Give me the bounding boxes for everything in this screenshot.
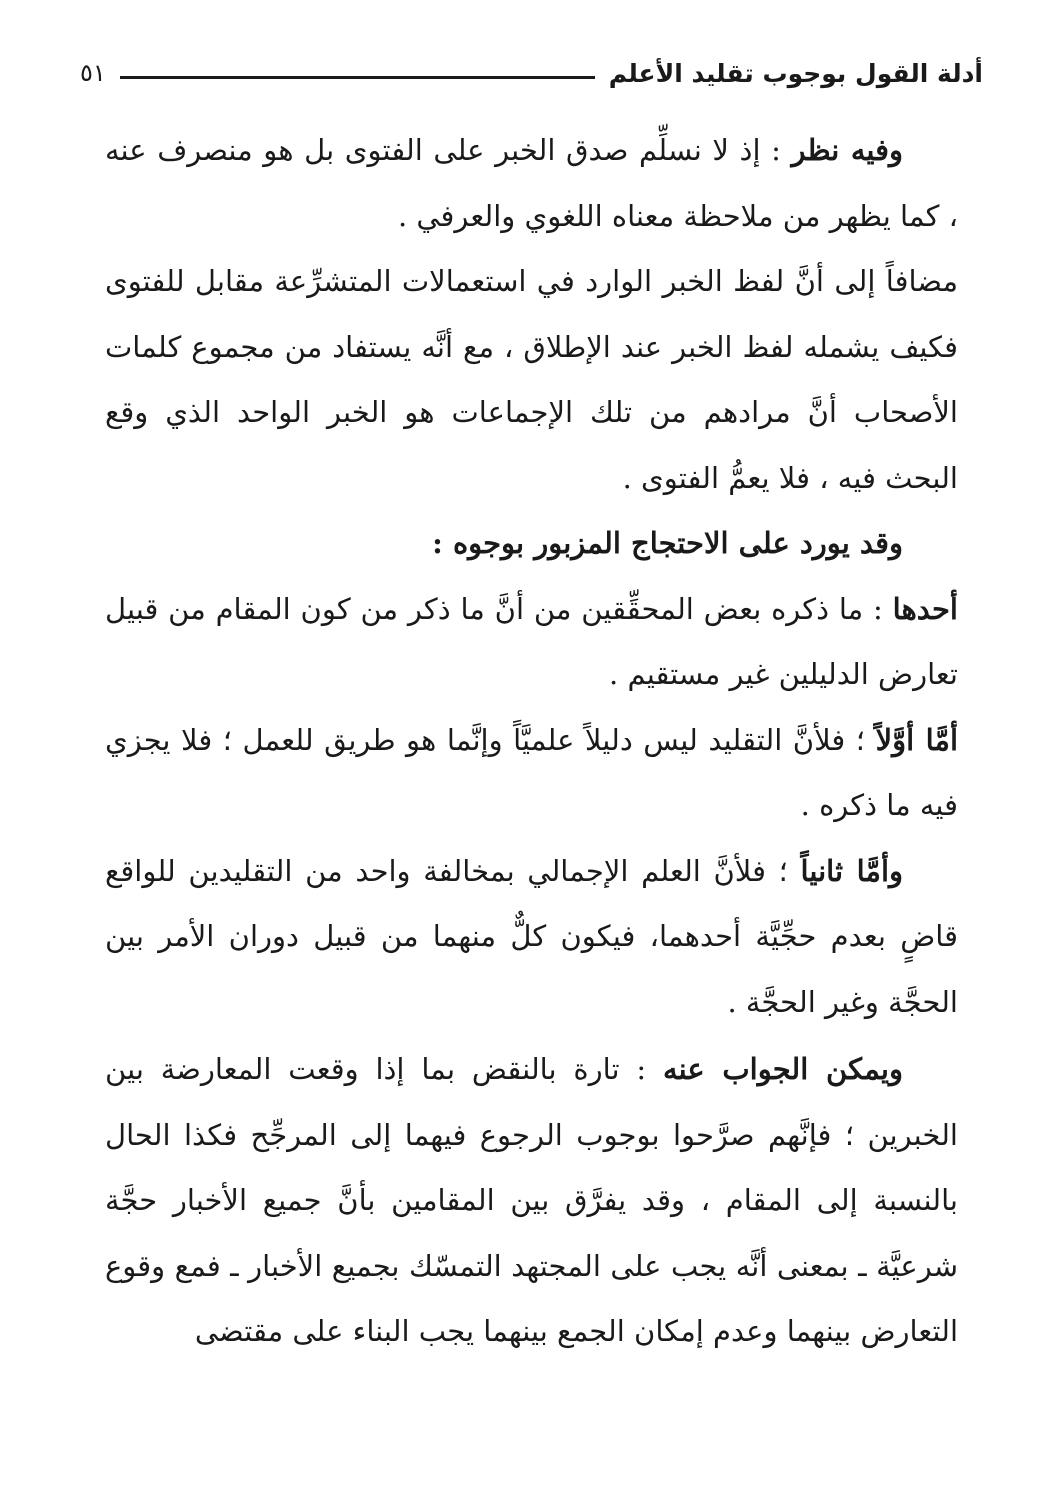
paragraph-6-lead: وأمَّا ثانياً xyxy=(800,853,904,888)
paragraph-4 xyxy=(105,577,958,708)
paragraph-1-lead: وفيه نظر xyxy=(791,133,904,167)
paragraph-2-text: مضافاً إلى أنَّ لفظ الخبر الوارد في استعمالات المتشرِّعة مقابل للفتوى فكيف يشمله لفظ الخبر عند الإطلاق ، مع أنَّه يستفاد من مجموع كلمات الأصحاب أنَّ مرادهم من تلك الإجماعات هو الخبر الواحد الذي وقع البحث فيه ، فلا يعمُّ الفتوى . xyxy=(105,264,958,495)
running-header xyxy=(80,48,983,98)
paragraph-7-lead: ويمكن الجواب عنه xyxy=(663,1052,903,1086)
paragraph-4-text: : ما ذكره بعض المحقِّقين من أنَّ ما ذكر من كون المقام من قبيل تعارض الدليلين غير مستقيم . xyxy=(105,591,958,691)
paragraph-5-text: ؛ فلأنَّ التقليد ليس دليلاً علميَّاً وإنَّما هو طريق للعمل ؛ فلا يجزي فيه ما ذكره . xyxy=(105,722,958,822)
paragraph-5 xyxy=(105,708,958,839)
paragraph-6 xyxy=(105,839,958,1036)
paragraph-6-text: ؛ فلأنَّ العلم الإجمالي بمخالفة واحد من التقليدين للواقع قاضٍ بعدم حجِّيَّة أحدهما، فيكون كلٌّ منهما من قبيل دوران الأمر بين الحجَّة وغير الحجَّة . xyxy=(105,853,958,1019)
paragraph-5-lead: أمَّا أوَّلاً xyxy=(875,722,959,757)
header-rule xyxy=(120,76,595,79)
paragraph-4-lead: أحدها xyxy=(892,591,958,626)
paragraph-1-text: : إذ لا نسلِّم صدق الخبر على الفتوى بل هو منصرف عنه ، كما يظهر من ملاحظة معناه اللغوي والعرفي . xyxy=(105,133,958,233)
paragraph-7-text: : تارة بالنقض بما إذا وقعت المعارضة بين الخبرين ؛ فإنَّهم صرَّحوا بوجوب الرجوع فيهما إلى المرجِّح فكذا الحال بالنسبة إلى المقام ، وقد يفرَّق بين المقامين بأنَّ جميع الأخبار حجَّة شرعيَّة ـ بمعنى أنَّه يجب على المجتهد التمسّك بجميع الأخبار ـ فمع وقوع التعارض بينهما وعدم إمكان الجمع بينهما يجب البناء على مقتضى xyxy=(105,1052,958,1348)
header-title: أدلة القول بوجوب تقليد الأعلم xyxy=(608,58,983,88)
paragraph-7 xyxy=(105,1037,958,1365)
paragraph-1 xyxy=(105,118,958,249)
paragraph-2 xyxy=(105,249,958,511)
body-text xyxy=(105,118,958,1365)
section-heading-text: وقد يورد على الاحتجاج المزبور بوجوه : xyxy=(432,526,903,560)
section-heading xyxy=(105,511,958,577)
page-number: ٥١ xyxy=(80,59,106,87)
